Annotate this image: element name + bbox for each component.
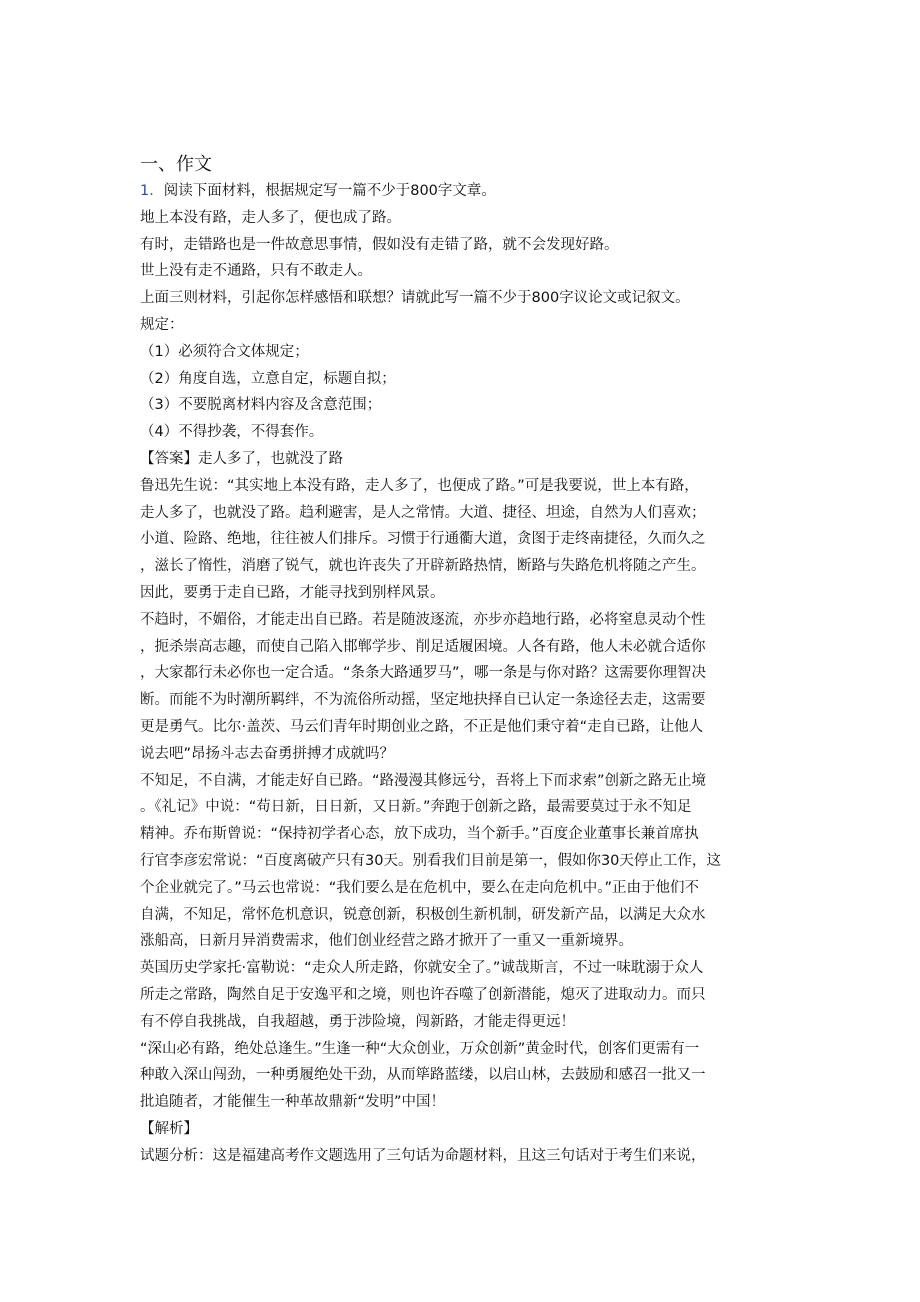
analysis-text-line: 试题分析：这是福建高考作文题选用了三句话为命题材料，且这三句话对于考生们来说， bbox=[140, 1147, 706, 1164]
rule-item-2: （2）角度自选，立意自定，标题自拟； bbox=[140, 370, 396, 387]
document-page bbox=[140, 152, 785, 1169]
answer-text-line: 更是勇气。比尔·盖茨、马云们青年时期创业之路，不正是他们秉守着“走自已路，让他人 bbox=[140, 718, 704, 735]
answer-text-line: ，大家都行未必你也一定合适。“条条大路通罗马”，哪一条是与你对路？这需要你理智决 bbox=[140, 665, 707, 682]
answer-text-line: 鲁迅先生说：“其实地上本没有路，走人多了，也便成了路。”可是我要说，世上本有路， bbox=[140, 477, 699, 494]
answer-text-line: “深山必有路，绝处总逢生。”生逢一种“大众创业，万众创新”黄金时代，创客们更需有一 bbox=[140, 1040, 700, 1057]
rule-item-3: （3）不要脱离材料内容及含意范围； bbox=[140, 397, 382, 414]
answer-text-line: 断。而能不为时潮所羁绊，不为流俗所动摇，坚定地抉择自已认定一条途径去走，这需要 bbox=[140, 692, 706, 709]
material-line-3: 世上没有走不通路，只有不敢走人。 bbox=[140, 263, 372, 280]
rule-item-4: （4）不得抄袭，不得套作。 bbox=[140, 424, 324, 441]
material-line-1: 地上本没有路，走人多了，便也成了路。 bbox=[140, 209, 401, 226]
answer-text-line: 涨船高，日新月异消费需求，他们创业经营之路才掀开了一重又一重新境界。 bbox=[140, 933, 633, 950]
answer-text-line: 英国历史学家托·富勒说：“走众人所走路，你就安全了。”诚哉斯言，不过一味耽溺于众人 bbox=[140, 960, 704, 977]
section-title: 一、作文 bbox=[140, 154, 212, 175]
rule-item-1: （1）必须符合文体规定； bbox=[140, 343, 309, 360]
question-line bbox=[140, 178, 785, 205]
answer-text-line: ，扼杀崇高志趣，而使自己陷入邯郸学步、削足适履困境。人各有路，他人未必就合适你 bbox=[140, 638, 706, 655]
answer-text-line: ，滋长了惰性，消磨了锐气，就也许丧失了开辟新路热情，断路与失路危机将随之产生。 bbox=[140, 558, 706, 575]
question-number: 1． bbox=[140, 183, 164, 199]
answer-text-line: 所走之常路，陶然自足于安逸平和之境，则也许吞噬了创新潜能，熄灭了进取动力。而只 bbox=[140, 986, 706, 1003]
answer-text-line: 说去吧”昂扬斗志去奋勇拼搏才成就吗？ bbox=[140, 745, 395, 762]
answer-text-line: 不趋时，不媚俗，才能走出自已路。若是随波逐流，亦步亦趋地行路，必将窒息灵动个性 bbox=[140, 611, 706, 628]
answer-text-line: 精神。乔布斯曾说：“保持初学者心态，放下成功，当个新手。”百度企业董事长兼首席执 bbox=[140, 826, 699, 843]
answer-text-line: 走人多了，也就没了路。趋利避害，是人之常情。大道、捷径、坦途，自然为人们喜欢； bbox=[140, 504, 706, 521]
answer-text-line: 自满，不知足，常怀危机意识，锐意创新，积极创生新机制，研发新产品，以满足大众水 bbox=[140, 906, 706, 923]
material-line-2: 有时，走错路也是一件故意思事情，假如没有走错了路，就不会发现好路。 bbox=[140, 236, 619, 253]
task-instruction: 上面三则材料，引起你怎样感悟和联想？请就此写一篇不少于800字议论文或记叙文。 bbox=[140, 290, 690, 307]
answer-text-line: 种敢入深山闯劲，一种勇履绝处干劲，从而筚路蓝缕，以启山林，去鼓励和感召一批又一 bbox=[140, 1067, 706, 1084]
answer-text-line: 有不停自我挑战，自我超越，勇于涉险境，闯新路，才能走得更远！ bbox=[140, 1013, 575, 1030]
question-prompt: 阅读下面材料，根据规定写一篇不少于800字文章。 bbox=[163, 183, 496, 199]
answer-text-line: 个企业就完了。”马云也常说：“我们要么是在危机中，要么在走向危机中。”正由于他们不 bbox=[140, 879, 700, 896]
answer-text-line: 因此，要勇于走自已路，才能寻找到别样风景。 bbox=[140, 584, 445, 601]
answer-text-line: 不知足，不自满，才能走好自已路。“路漫漫其修远兮，吾将上下而求索”创新之路无止境 bbox=[140, 772, 707, 789]
answer-text-line: 小道、险路、绝地，往往被人们排斥。习惯于行通衢大道，贪图于走终南捷径，久而久之 bbox=[140, 531, 706, 548]
answer-text-line: 。《礼记》中说：“苟日新，日日新，又日新。”奔跑于创新之路，最需要莫过于永不知足 bbox=[140, 799, 692, 816]
answer-text-line: 行官李彦宏常说：“百度离破产只有30天。别看我们目前是第一，假如你30天停止工作，这 bbox=[140, 852, 721, 869]
answer-text-line: 批追随者，才能催生一种革故鼎新“发明”中国！ bbox=[140, 1094, 446, 1111]
answer-heading: 【答案】走人多了，也就没了路 bbox=[140, 450, 343, 467]
rules-heading: 规定： bbox=[140, 316, 184, 333]
analysis-heading: 【解析】 bbox=[140, 1120, 198, 1137]
